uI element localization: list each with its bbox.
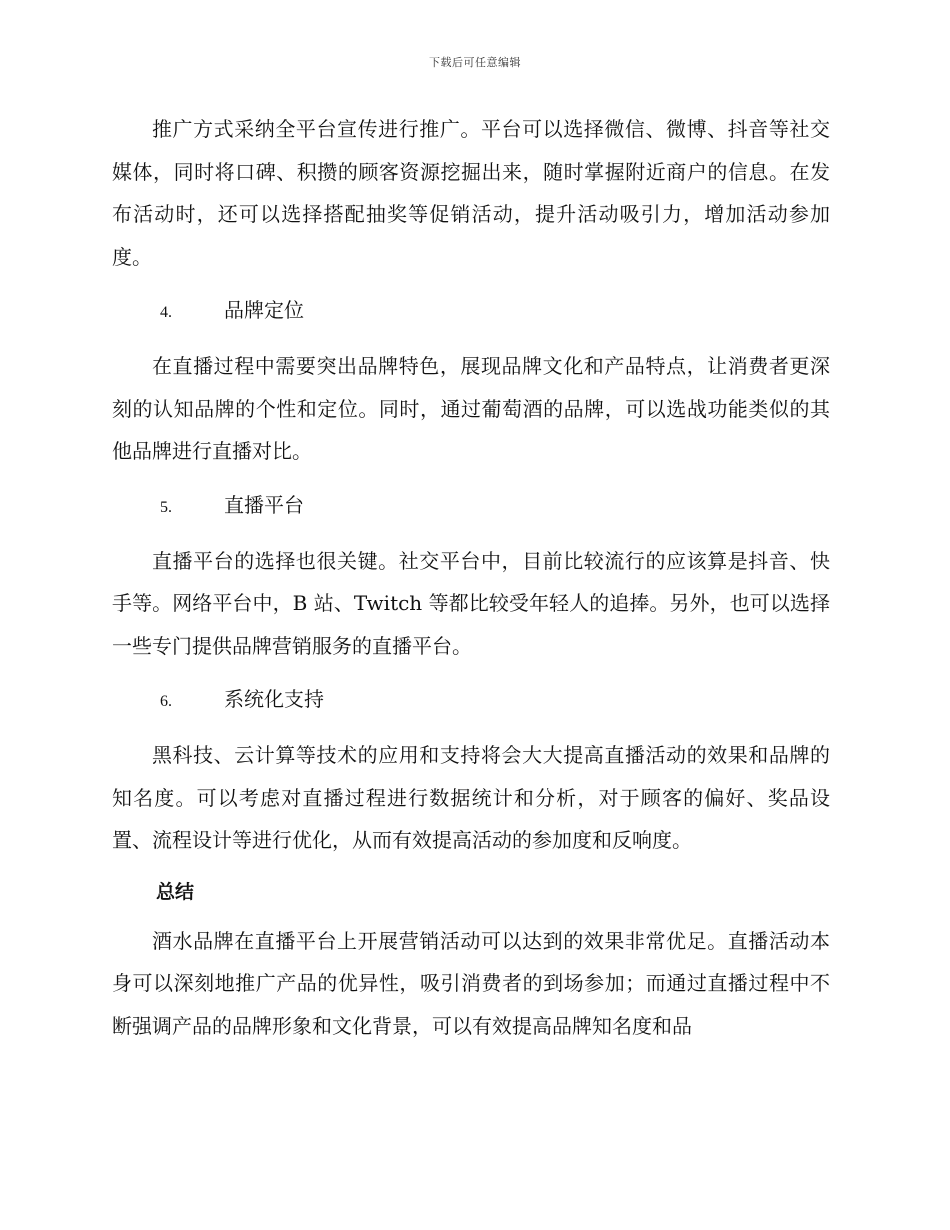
paragraph-live-platform: 直播平台的选择也很关键。社交平台中，目前比较流行的应该算是抖音、快手等。网络平台中，B 站、Twitch 等都比较受年轻人的追捧。另外，也可以选择一些专门提供品牌营销服务的直播平台。 bbox=[112, 548, 830, 658]
paragraph-system-support: 黑科技、云计算等技术的应用和支持将会大大提高直播活动的效果和品牌的知名度。可以考虑对直播过程进行数据统计和分析，对于顾客的偏好、奖品设置、流程设计等进行优化，从而有效提高活动的参加度和反响度。 bbox=[112, 743, 830, 852]
section-number: 4. bbox=[160, 304, 172, 321]
section-number: 6. bbox=[160, 693, 172, 710]
summary-heading: 总结 bbox=[156, 880, 195, 903]
section-title: 直播平台 bbox=[224, 492, 304, 517]
paragraph-brand-positioning: 在直播过程中需要突出品牌特色，展现品牌文化和产品特点，让消费者更深刻的认知品牌的个性和定位。同时，通过葡萄酒的品牌，可以选战功能类似的其他品牌进行直播对比。 bbox=[112, 354, 830, 463]
paragraph-promotion: 推广方式采纳全平台宣传进行推广。平台可以选择微信、微博、抖音等社交媒体，同时将口碑、积攒的顾客资源挖掘出来，随时掌握附近商户的信息。在发布活动时，还可以选择搭配抽奖等促销活动，提升活动吸引力，增加活动参加度。 bbox=[112, 117, 830, 269]
section-item-5 bbox=[160, 484, 830, 529]
paragraph-summary: 酒水品牌在直播平台上开展营销活动可以达到的效果非常优足。直播活动本身可以深刻地推广产品的优异性，吸引消费者的到场参加；而通过直播过程中不断强调产品的品牌形象和文化背景，可以有效提高品牌知名度和品 bbox=[112, 928, 830, 1038]
section-title: 系统化支持 bbox=[224, 687, 324, 711]
section-title: 品牌定位 bbox=[224, 298, 304, 322]
document-body bbox=[112, 108, 830, 1047]
section-item-4 bbox=[160, 289, 830, 334]
page-header: 下载后可任意编辑 bbox=[429, 56, 521, 69]
section-number: 5. bbox=[160, 498, 172, 516]
section-item-6 bbox=[160, 678, 830, 723]
